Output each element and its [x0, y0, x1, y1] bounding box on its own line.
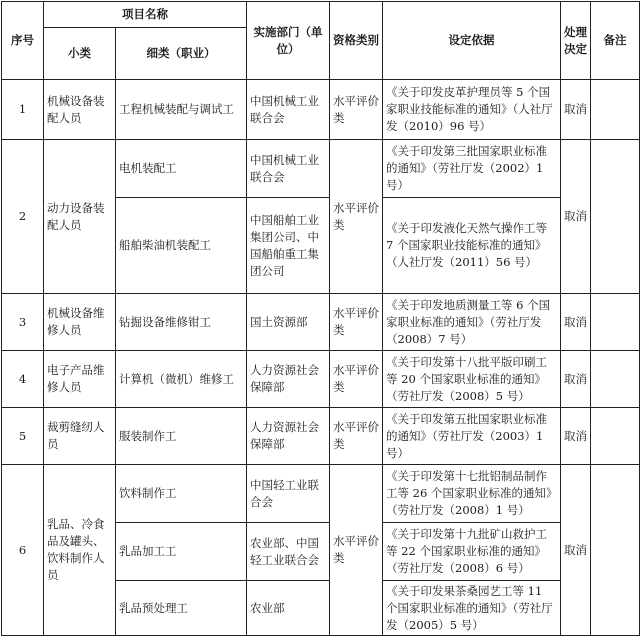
- cell-dept: 中国轻工业联合会: [247, 465, 330, 523]
- cell-dept: 人力资源社会保障部: [247, 408, 330, 465]
- cell-basis: 《关于印发第十八批平版印刷工等 20 个国家职业标准的通知》（劳社厅发（2008）5 号）: [383, 351, 561, 408]
- col-header-seq: 序号: [2, 2, 44, 80]
- cell-basis: 《关于印发地质测量工等 6 个国家职业标准的通知》（劳社厅发（2008）7 号）: [383, 294, 561, 351]
- cell-detail: 服装制作工: [116, 408, 247, 465]
- cell-seq: 1: [2, 80, 44, 140]
- header-row-1: [2, 2, 640, 28]
- cell-qual-type: 水平评价类: [330, 408, 383, 465]
- cell-detail: 计算机（微机）维修工: [116, 351, 247, 408]
- cell-dept: 人力资源社会保障部: [247, 351, 330, 408]
- cell-dept: 农业部、中国轻工业联合会: [247, 523, 330, 581]
- cell-seq: 2: [2, 140, 44, 294]
- cell-subcategory: 机械设备装配人员: [44, 80, 116, 140]
- cell-detail: 饮料制作工: [116, 465, 247, 523]
- cell-decision: 取消: [561, 140, 591, 294]
- table-row: [2, 140, 640, 198]
- cell-detail: 电机装配工: [116, 140, 247, 198]
- cell-detail: 船舶柴油机装配工: [116, 198, 247, 294]
- cell-seq: 3: [2, 294, 44, 351]
- cell-decision: 取消: [561, 294, 591, 351]
- table-row: [2, 351, 640, 408]
- col-header-decision: 处理决定: [561, 2, 591, 80]
- cell-qual-type: 水平评价类: [330, 351, 383, 408]
- cell-qual-type: 水平评价类: [330, 140, 383, 294]
- cell-seq: 6: [2, 465, 44, 636]
- cell-seq: 4: [2, 351, 44, 408]
- cell-subcategory: 机械设备维修人员: [44, 294, 116, 351]
- cell-subcategory: 裁剪缝纫人员: [44, 408, 116, 465]
- cell-remark: [591, 408, 640, 465]
- cell-detail: 乳品加工工: [116, 523, 247, 581]
- cell-subcategory: 乳品、冷食品及罐头、饮料制作人员: [44, 465, 116, 636]
- cell-dept: 中国船舶工业集团公司、中国船舶重工集团公司: [247, 198, 330, 294]
- cell-qual-type: 水平评价类: [330, 80, 383, 140]
- cell-dept: 中国机械工业联合会: [247, 140, 330, 198]
- table-row: [2, 465, 640, 523]
- col-header-basis: 设定依据: [383, 2, 561, 80]
- col-header-dept: 实施部门（单位）: [247, 2, 330, 80]
- cell-remark: [591, 294, 640, 351]
- cell-seq: 5: [2, 408, 44, 465]
- cell-basis: 《关于印发第五批国家职业标准的通知》（劳社厅发（2003）1 号）: [383, 408, 561, 465]
- col-header-remark: 备注: [591, 2, 640, 80]
- cell-dept: 农业部: [247, 581, 330, 636]
- cell-basis: 《关于印发第十七批铝制品制作工等 26 个国家职业标准的通知》（劳社厅发（2008）1 号）: [383, 465, 561, 523]
- col-header-subcategory: 小类: [44, 28, 116, 80]
- col-header-detail: 细类（职业）: [116, 28, 247, 80]
- cell-basis: 《关于印发皮革护理员等 5 个国家职业技能标准的通知》（人社厅发（2010）96 号）: [383, 80, 561, 140]
- cell-qual-type: 水平评价类: [330, 294, 383, 351]
- cell-dept: 中国机械工业联合会: [247, 80, 330, 140]
- cell-decision: 取消: [561, 408, 591, 465]
- cell-qual-type: 水平评价类: [330, 465, 383, 636]
- cell-subcategory: 动力设备装配人员: [44, 140, 116, 294]
- col-header-project-name: 项目名称: [44, 2, 247, 28]
- cell-basis: 《关于印发第十九批矿山救护工等 22 个国家职业标准的通知》（劳社厅发（2008）6 号）: [383, 523, 561, 581]
- cell-decision: 取消: [561, 465, 591, 636]
- cell-basis: 《关于印发液化天然气操作工等 7 个国家职业技能标准的通知》（人社厅发（2011）56 号）: [383, 198, 561, 294]
- col-header-qual-type: 资格类别: [330, 2, 383, 80]
- qualification-table: [1, 1, 640, 636]
- cell-decision: 取消: [561, 80, 591, 140]
- cell-remark: [591, 140, 640, 294]
- cell-detail: 钻掘设备维修钳工: [116, 294, 247, 351]
- cell-basis: 《关于印发第三批国家职业标准的通知》（劳社厅发（2002）1 号）: [383, 140, 561, 198]
- cell-dept: 国土资源部: [247, 294, 330, 351]
- table-row: [2, 408, 640, 465]
- table-row: [2, 294, 640, 351]
- cell-remark: [591, 351, 640, 408]
- cell-remark: [591, 80, 640, 140]
- cell-subcategory: 电子产品维修人员: [44, 351, 116, 408]
- cell-detail: 乳品预处理工: [116, 581, 247, 636]
- cell-basis: 《关于印发果茶桑园艺工等 11 个国家职业标准的通知》（劳社厅发（2005）5 号）: [383, 581, 561, 636]
- cell-detail: 工程机械装配与调试工: [116, 80, 247, 140]
- cell-remark: [591, 465, 640, 636]
- table-row: [2, 80, 640, 140]
- cell-decision: 取消: [561, 351, 591, 408]
